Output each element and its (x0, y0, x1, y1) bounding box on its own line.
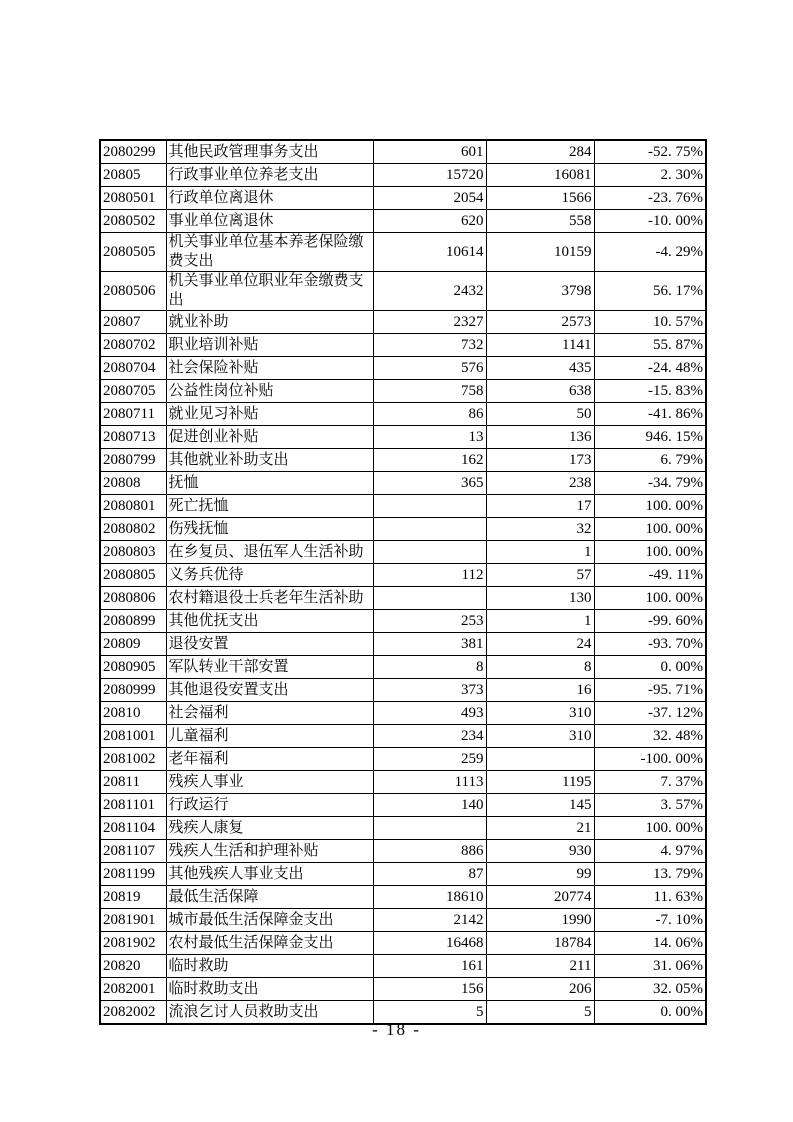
value1-cell: 15720 (373, 164, 486, 187)
value1-cell: 86 (373, 403, 486, 426)
value2-cell: 17 (486, 495, 594, 518)
table-row (100, 233, 706, 272)
table-row (100, 449, 706, 472)
value2-cell: 435 (486, 357, 594, 380)
table-row (100, 518, 706, 541)
value1-cell (373, 817, 486, 840)
table-row (100, 909, 706, 932)
name-cell: 促进创业补贴 (166, 426, 373, 449)
value1-cell: 2054 (373, 187, 486, 210)
code-cell: 2080803 (100, 541, 166, 564)
value1-cell: 5 (373, 1001, 486, 1025)
code-cell: 2080505 (100, 233, 166, 272)
code-cell: 2080802 (100, 518, 166, 541)
value2-cell: 1 (486, 610, 594, 633)
name-cell: 其他就业补助支出 (166, 449, 373, 472)
name-cell: 残疾人康复 (166, 817, 373, 840)
name-cell: 其他退役安置支出 (166, 679, 373, 702)
code-cell: 2081001 (100, 725, 166, 748)
change-cell: 946. 15% (594, 426, 706, 449)
name-cell: 公益性岗位补贴 (166, 380, 373, 403)
code-cell: 2080705 (100, 380, 166, 403)
value2-cell: 173 (486, 449, 594, 472)
name-cell: 城市最低生活保障金支出 (166, 909, 373, 932)
value2-cell: 206 (486, 978, 594, 1001)
code-cell: 2080501 (100, 187, 166, 210)
table-row (100, 272, 706, 311)
table-row (100, 702, 706, 725)
table-row (100, 357, 706, 380)
code-cell: 20809 (100, 633, 166, 656)
code-cell: 2080799 (100, 449, 166, 472)
value1-cell (373, 518, 486, 541)
change-cell: 100. 00% (594, 495, 706, 518)
change-cell: 14. 06% (594, 932, 706, 955)
change-cell: -10. 00% (594, 210, 706, 233)
code-cell: 2080702 (100, 334, 166, 357)
name-cell: 社会福利 (166, 702, 373, 725)
change-cell: 7. 37% (594, 771, 706, 794)
code-cell: 2080905 (100, 656, 166, 679)
value2-cell: 1566 (486, 187, 594, 210)
table-row (100, 187, 706, 210)
table-row (100, 633, 706, 656)
value1-cell: 2327 (373, 311, 486, 334)
value1-cell: 381 (373, 633, 486, 656)
value1-cell: 576 (373, 357, 486, 380)
value2-cell: 20774 (486, 886, 594, 909)
table-row (100, 725, 706, 748)
change-cell: 3. 57% (594, 794, 706, 817)
table-row (100, 426, 706, 449)
table-row (100, 334, 706, 357)
name-cell: 在乡复员、退伍军人生活补助 (166, 541, 373, 564)
table-row (100, 610, 706, 633)
table-row (100, 541, 706, 564)
name-cell: 社会保险补贴 (166, 357, 373, 380)
code-cell: 2080801 (100, 495, 166, 518)
value2-cell: 24 (486, 633, 594, 656)
table-row (100, 978, 706, 1001)
value2-cell: 1990 (486, 909, 594, 932)
value1-cell: 259 (373, 748, 486, 771)
table-row (100, 863, 706, 886)
value1-cell: 758 (373, 380, 486, 403)
code-cell: 20808 (100, 472, 166, 495)
name-cell: 退役安置 (166, 633, 373, 656)
code-cell: 20810 (100, 702, 166, 725)
table-row (100, 403, 706, 426)
code-cell: 2081902 (100, 932, 166, 955)
change-cell: 2. 30% (594, 164, 706, 187)
name-cell: 机关事业单位职业年金缴费支出 (166, 272, 373, 311)
change-cell: 4. 97% (594, 840, 706, 863)
name-cell: 就业见习补贴 (166, 403, 373, 426)
name-cell: 军队转业干部安置 (166, 656, 373, 679)
value1-cell: 16468 (373, 932, 486, 955)
code-cell: 2080899 (100, 610, 166, 633)
value1-cell: 234 (373, 725, 486, 748)
name-cell: 伤残抚恤 (166, 518, 373, 541)
code-cell: 2081002 (100, 748, 166, 771)
change-cell: 56. 17% (594, 272, 706, 311)
value2-cell: 310 (486, 725, 594, 748)
table-row (100, 140, 706, 164)
change-cell: 10. 57% (594, 311, 706, 334)
change-cell: -49. 11% (594, 564, 706, 587)
code-cell: 2082001 (100, 978, 166, 1001)
table-row (100, 210, 706, 233)
value2-cell: 1 (486, 541, 594, 564)
name-cell: 其他民政管理事务支出 (166, 140, 373, 164)
code-cell: 20819 (100, 886, 166, 909)
code-cell: 2080299 (100, 140, 166, 164)
change-cell: 55. 87% (594, 334, 706, 357)
value2-cell: 1141 (486, 334, 594, 357)
value1-cell (373, 541, 486, 564)
value2-cell: 21 (486, 817, 594, 840)
change-cell: 100. 00% (594, 817, 706, 840)
value2-cell: 3798 (486, 272, 594, 311)
value1-cell: 365 (373, 472, 486, 495)
value1-cell: 886 (373, 840, 486, 863)
name-cell: 其他优抚支出 (166, 610, 373, 633)
value1-cell: 493 (373, 702, 486, 725)
value1-cell: 2142 (373, 909, 486, 932)
value2-cell: 57 (486, 564, 594, 587)
table-row (100, 656, 706, 679)
change-cell: 100. 00% (594, 518, 706, 541)
code-cell: 2080999 (100, 679, 166, 702)
name-cell: 抚恤 (166, 472, 373, 495)
table-row (100, 817, 706, 840)
value1-cell: 13 (373, 426, 486, 449)
code-cell: 2081901 (100, 909, 166, 932)
table-row (100, 932, 706, 955)
name-cell: 流浪乞讨人员救助支出 (166, 1001, 373, 1025)
code-cell: 20807 (100, 311, 166, 334)
name-cell: 最低生活保障 (166, 886, 373, 909)
name-cell: 事业单位离退休 (166, 210, 373, 233)
name-cell: 义务兵优待 (166, 564, 373, 587)
value1-cell: 373 (373, 679, 486, 702)
change-cell: -93. 70% (594, 633, 706, 656)
table-row (100, 886, 706, 909)
code-cell: 2081107 (100, 840, 166, 863)
value2-cell: 130 (486, 587, 594, 610)
code-cell: 20811 (100, 771, 166, 794)
value2-cell: 2573 (486, 311, 594, 334)
name-cell: 临时救助支出 (166, 978, 373, 1001)
table-row (100, 564, 706, 587)
table-row (100, 311, 706, 334)
value2-cell: 10159 (486, 233, 594, 272)
change-cell: 11. 63% (594, 886, 706, 909)
change-cell: -15. 83% (594, 380, 706, 403)
value1-cell: 162 (373, 449, 486, 472)
code-cell: 2081199 (100, 863, 166, 886)
change-cell: -37. 12% (594, 702, 706, 725)
change-cell: 32. 05% (594, 978, 706, 1001)
change-cell: 100. 00% (594, 587, 706, 610)
change-cell: -34. 79% (594, 472, 706, 495)
value1-cell (373, 495, 486, 518)
value1-cell: 161 (373, 955, 486, 978)
change-cell: 100. 00% (594, 541, 706, 564)
change-cell: 0. 00% (594, 656, 706, 679)
name-cell: 残疾人生活和护理补贴 (166, 840, 373, 863)
value1-cell: 732 (373, 334, 486, 357)
change-cell: -4. 29% (594, 233, 706, 272)
change-cell: -100. 00% (594, 748, 706, 771)
value2-cell: 32 (486, 518, 594, 541)
code-cell: 2080711 (100, 403, 166, 426)
code-cell: 2080506 (100, 272, 166, 311)
change-cell: 6. 79% (594, 449, 706, 472)
value2-cell: 1195 (486, 771, 594, 794)
value2-cell: 145 (486, 794, 594, 817)
value1-cell: 1113 (373, 771, 486, 794)
value2-cell: 638 (486, 380, 594, 403)
value2-cell: 8 (486, 656, 594, 679)
value2-cell: 136 (486, 426, 594, 449)
value2-cell: 18784 (486, 932, 594, 955)
name-cell: 行政单位离退休 (166, 187, 373, 210)
value1-cell: 8 (373, 656, 486, 679)
value1-cell: 10614 (373, 233, 486, 272)
change-cell: -23. 76% (594, 187, 706, 210)
table-row (100, 679, 706, 702)
value2-cell (486, 748, 594, 771)
name-cell: 农村籍退役士兵老年生活补助 (166, 587, 373, 610)
value1-cell: 112 (373, 564, 486, 587)
change-cell: -52. 75% (594, 140, 706, 164)
table-row (100, 794, 706, 817)
value1-cell: 620 (373, 210, 486, 233)
change-cell: -41. 86% (594, 403, 706, 426)
change-cell: -24. 48% (594, 357, 706, 380)
change-cell: 32. 48% (594, 725, 706, 748)
budget-table-body (100, 140, 706, 1024)
name-cell: 就业补助 (166, 311, 373, 334)
value2-cell: 558 (486, 210, 594, 233)
code-cell: 2080806 (100, 587, 166, 610)
value1-cell: 87 (373, 863, 486, 886)
value1-cell: 156 (373, 978, 486, 1001)
value2-cell: 50 (486, 403, 594, 426)
code-cell: 2081101 (100, 794, 166, 817)
name-cell: 机关事业单位基本养老保险缴费支出 (166, 233, 373, 272)
value2-cell: 16081 (486, 164, 594, 187)
name-cell: 行政运行 (166, 794, 373, 817)
name-cell: 老年福利 (166, 748, 373, 771)
table-row (100, 840, 706, 863)
table-row (100, 771, 706, 794)
name-cell: 职业培训补贴 (166, 334, 373, 357)
value2-cell: 310 (486, 702, 594, 725)
code-cell: 2082002 (100, 1001, 166, 1025)
value1-cell (373, 587, 486, 610)
table-row (100, 748, 706, 771)
change-cell: -7. 10% (594, 909, 706, 932)
table-row (100, 472, 706, 495)
value1-cell: 140 (373, 794, 486, 817)
page-number: - 18 - (372, 1020, 421, 1039)
value2-cell: 16 (486, 679, 594, 702)
change-cell: -95. 71% (594, 679, 706, 702)
change-cell: 13. 79% (594, 863, 706, 886)
value2-cell: 930 (486, 840, 594, 863)
change-cell: 0. 00% (594, 1001, 706, 1025)
code-cell: 2081104 (100, 817, 166, 840)
code-cell: 20805 (100, 164, 166, 187)
name-cell: 死亡抚恤 (166, 495, 373, 518)
table-row (100, 587, 706, 610)
code-cell: 2080502 (100, 210, 166, 233)
value1-cell: 601 (373, 140, 486, 164)
table-row (100, 380, 706, 403)
value1-cell: 2432 (373, 272, 486, 311)
value2-cell: 284 (486, 140, 594, 164)
table-row (100, 164, 706, 187)
table-row (100, 955, 706, 978)
value2-cell: 5 (486, 1001, 594, 1025)
name-cell: 农村最低生活保障金支出 (166, 932, 373, 955)
value2-cell: 238 (486, 472, 594, 495)
value1-cell: 253 (373, 610, 486, 633)
code-cell: 20820 (100, 955, 166, 978)
name-cell: 临时救助 (166, 955, 373, 978)
name-cell: 其他残疾人事业支出 (166, 863, 373, 886)
name-cell: 残疾人事业 (166, 771, 373, 794)
code-cell: 2080704 (100, 357, 166, 380)
change-cell: 31. 06% (594, 955, 706, 978)
table-row (100, 495, 706, 518)
budget-table (99, 139, 707, 1025)
code-cell: 2080805 (100, 564, 166, 587)
change-cell: -99. 60% (594, 610, 706, 633)
value2-cell: 99 (486, 863, 594, 886)
code-cell: 2080713 (100, 426, 166, 449)
name-cell: 儿童福利 (166, 725, 373, 748)
value1-cell: 18610 (373, 886, 486, 909)
value2-cell: 211 (486, 955, 594, 978)
name-cell: 行政事业单位养老支出 (166, 164, 373, 187)
